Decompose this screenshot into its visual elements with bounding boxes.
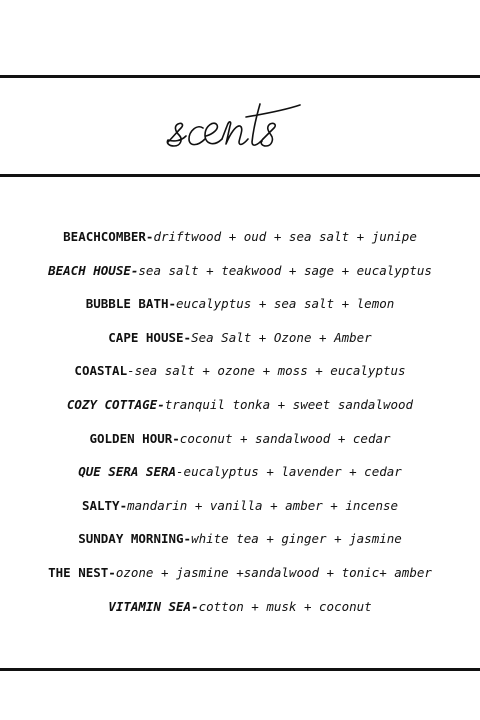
scent-notes: -sea salt + ozone + moss + eucalyptus bbox=[127, 363, 406, 379]
scent-row bbox=[0, 327, 480, 361]
scent-notes: tranquil tonka + sweet sandalwood bbox=[164, 396, 414, 412]
scent-notes: driftwood + oud + sea salt + junipe bbox=[153, 229, 417, 244]
scent-name: COASTAL bbox=[74, 363, 128, 379]
scent-list bbox=[0, 226, 480, 629]
scent-row bbox=[0, 226, 480, 260]
scent-name: SALTY- bbox=[81, 497, 128, 513]
scent-name: QUE SERA SERA bbox=[78, 464, 177, 480]
scent-row bbox=[0, 528, 480, 562]
scent-row bbox=[0, 428, 480, 462]
scent-row bbox=[0, 562, 480, 596]
scent-row bbox=[0, 360, 480, 394]
scent-notes: white tea + ginger + jasmine bbox=[191, 531, 402, 547]
scent-notes: -eucalyptus + lavender + cedar bbox=[176, 464, 402, 480]
scent-name: BEACH HOUSE- bbox=[48, 262, 139, 278]
bottom-divider bbox=[0, 668, 480, 671]
scent-name: BUBBLE BATH- bbox=[85, 296, 177, 312]
scent-row bbox=[0, 596, 480, 630]
scent-row bbox=[0, 293, 480, 327]
scents-script-lettering bbox=[150, 86, 330, 166]
scent-name: GOLDEN HOUR- bbox=[89, 430, 180, 446]
scent-notes: coconut + sandalwood + cedar bbox=[179, 430, 391, 446]
scent-row bbox=[0, 495, 480, 529]
scent-row bbox=[0, 260, 480, 294]
scent-notes: ozone + jasmine +sandalwood + tonic+ amber bbox=[115, 564, 432, 580]
scent-notes: cotton + musk + coconut bbox=[198, 598, 372, 614]
scent-name: VITAMIN SEA- bbox=[108, 598, 199, 614]
scent-row bbox=[0, 394, 480, 428]
scent-notes: sea salt + teakwood + sage + eucalyptus bbox=[138, 262, 432, 278]
scent-name: SUNDAY MORNING- bbox=[78, 531, 192, 547]
scent-notes: mandarin + vanilla + amber + incense bbox=[127, 497, 399, 513]
scent-row bbox=[0, 461, 480, 495]
scent-name: THE NEST- bbox=[48, 564, 116, 580]
scent-name: COZY COTTAGE- bbox=[66, 396, 165, 412]
page-title bbox=[0, 78, 480, 174]
title-divider bbox=[0, 174, 480, 177]
scent-name: BEACHCOMBER- bbox=[63, 229, 154, 244]
scent-name: CAPE HOUSE- bbox=[108, 329, 192, 345]
scent-notes: eucalyptus + sea salt + lemon bbox=[176, 296, 395, 312]
scent-notes: Sea Salt + Ozone + Amber bbox=[191, 329, 372, 345]
